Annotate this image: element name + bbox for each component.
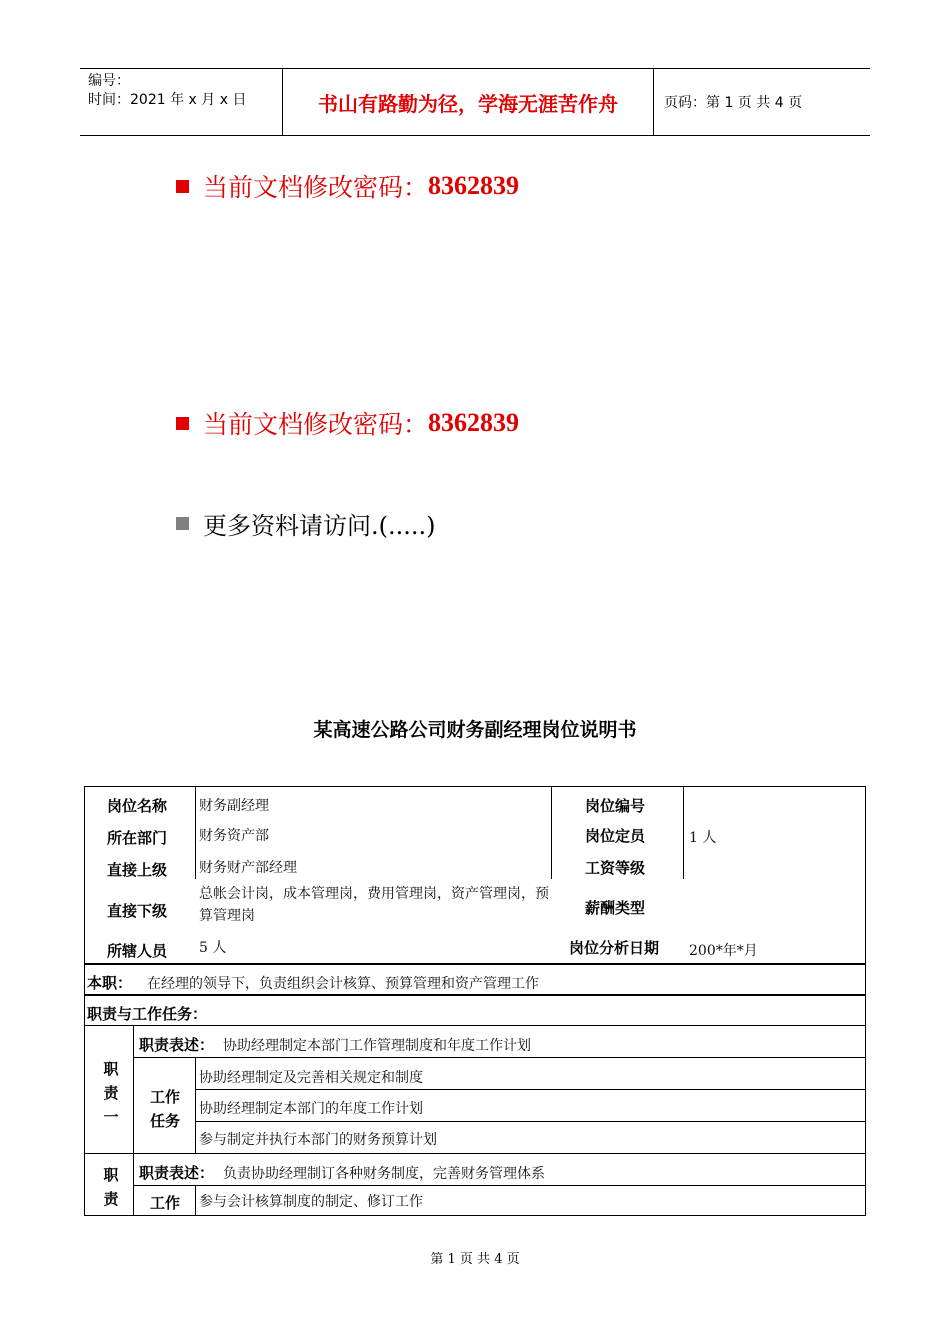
more-info-notice <box>176 506 436 541</box>
duties-header: 职责与工作任务： <box>87 1005 208 1023</box>
duty-1-statement: 协助经理制定本部门工作管理制度和年度工作计划 <box>223 1038 531 1054</box>
divider <box>85 1153 865 1154</box>
label-pay-type: 薪酬类型 <box>585 899 646 917</box>
divider <box>195 1121 865 1122</box>
duty-2-task-1: 参与会计核算制度的制定、修订工作 <box>199 1194 423 1210</box>
password-notice-1 <box>176 168 519 204</box>
label-position-no: 岗位编号 <box>585 797 646 815</box>
duty-1-statement-label: 职责表述： <box>139 1036 215 1054</box>
duty-1-task-label: 工作 任务 <box>149 1088 180 1130</box>
divider <box>195 1057 196 1153</box>
duty-2-task-label: 工作 <box>149 1194 180 1212</box>
header-motto: 书山有路勤为径，学海无涯苦作舟 <box>282 69 654 135</box>
duty-2-statement: 负责协助经理制订各种财务制度，完善财务管理体系 <box>223 1166 545 1182</box>
divider <box>133 1185 865 1186</box>
label-duty-summary: 本职： <box>87 974 133 992</box>
divider <box>85 994 865 996</box>
value-subordinate: 总帐会计岗，成本管理岗，费用管理岗，资产管理岗，预算管理岗 <box>199 886 549 924</box>
job-description-table <box>84 786 866 1216</box>
header-page: 页码：第 1 页 共 4 页 <box>664 95 803 111</box>
label-wage-grade: 工资等级 <box>585 859 646 877</box>
divider <box>133 1057 865 1058</box>
header-time: 时间：2021 年 x 月 x 日 <box>88 92 247 108</box>
divider <box>195 787 196 879</box>
notice-code: 8362839 <box>428 171 520 200</box>
label-superior: 直接上级 <box>107 861 168 879</box>
label-department: 所在部门 <box>107 829 168 847</box>
value-staff: 5 人 <box>199 940 227 956</box>
divider <box>85 963 865 965</box>
label-quota: 岗位定员 <box>585 827 646 845</box>
notice-text: 更多资料请访问.(.....) <box>203 512 436 540</box>
divider <box>551 787 552 879</box>
value-duty-summary: 在经理的领导下，负责组织会计核算、预算管理和资产管理工作 <box>147 976 539 992</box>
gray-square-bullet-icon <box>176 517 189 530</box>
duty-1-name: 职 责 一 <box>103 1060 119 1126</box>
header-number: 编号： <box>88 73 130 89</box>
duty-1-task-3: 参与制定并执行本部门的财务预算计划 <box>199 1132 437 1148</box>
label-analysis-date: 岗位分析日期 <box>569 939 660 957</box>
label-position-name: 岗位名称 <box>107 797 168 815</box>
value-position-name: 财务副经理 <box>199 798 269 814</box>
divider <box>683 787 684 879</box>
red-square-bullet-icon <box>176 180 189 193</box>
label-staff: 所辖人员 <box>107 942 168 960</box>
page-footer: 第 1 页 共 4 页 <box>430 1252 520 1267</box>
notice-text: 当前文档修改密码： <box>203 410 429 439</box>
value-department: 财务资产部 <box>199 828 269 844</box>
divider <box>195 1185 196 1215</box>
divider <box>195 1089 865 1090</box>
duty-2-name: 职 责 <box>103 1166 119 1208</box>
divider <box>133 1025 134 1153</box>
label-subordinate: 直接下级 <box>107 902 168 920</box>
page-header <box>80 68 870 136</box>
duty-2-statement-label: 职责表述： <box>139 1164 215 1182</box>
value-quota: 1 人 <box>689 830 717 846</box>
document-title: 某高速公路公司财务副经理岗位说明书 <box>313 719 637 741</box>
header-meta <box>80 69 282 135</box>
duty-1-task-1: 协助经理制定及完善相关规定和制度 <box>199 1070 423 1086</box>
duty-1-task-2: 协助经理制定本部门的年度工作计划 <box>199 1101 423 1117</box>
divider <box>85 1025 865 1026</box>
notice-code: 8362839 <box>428 408 520 437</box>
divider <box>133 1153 134 1215</box>
notice-text: 当前文档修改密码： <box>203 173 429 202</box>
password-notice-2 <box>176 405 519 441</box>
value-analysis-date: 200*年*月 <box>689 943 758 959</box>
red-square-bullet-icon <box>176 417 189 430</box>
value-superior: 财务财产部经理 <box>199 860 297 876</box>
